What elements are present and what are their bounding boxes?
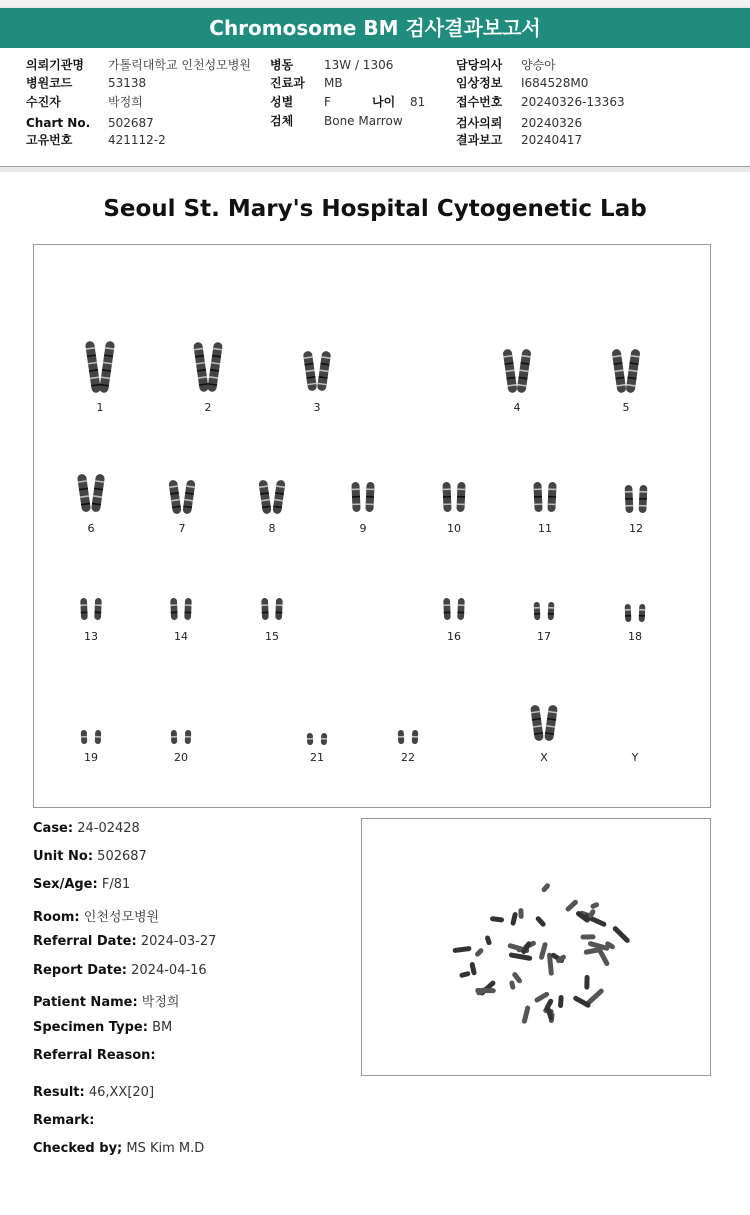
patient-info-panel <box>0 48 750 167</box>
report-field-label: Referral Reason: <box>33 1048 156 1063</box>
chromosome-7-homolog <box>168 480 181 515</box>
chromosome-14-homolog <box>170 598 178 620</box>
info-row-specimen <box>270 112 440 130</box>
chromosome-label: 10 <box>447 522 461 535</box>
lab-title: Seoul St. Mary's Hospital Cytogenetic Lab <box>103 196 647 222</box>
info-row-report-date <box>456 131 656 149</box>
chromosome-7-homolog <box>182 480 195 515</box>
info-row-sex-age <box>270 93 440 111</box>
chromosome-16-homolog <box>457 598 465 620</box>
chromosome-18-homolog <box>625 604 632 622</box>
chromosome-label: X <box>540 751 548 764</box>
info-label: 검체 <box>270 114 294 128</box>
chromosome-label: 11 <box>538 522 552 535</box>
info-value: Bone Marrow <box>324 114 403 128</box>
info-label: 성별 <box>270 95 294 109</box>
report-field-label: Patient Name: <box>33 995 138 1010</box>
chromosome-6-homolog <box>91 474 105 513</box>
info-label: 임상정보 <box>456 76 503 90</box>
info-label: 결과보고 <box>456 133 503 147</box>
info-value: 53138 <box>108 76 147 90</box>
info-label: 병동 <box>270 58 294 72</box>
chromosome-label: 8 <box>268 522 276 535</box>
chromosome-label: 13 <box>84 630 98 643</box>
info-value: 20240326-13363 <box>521 95 625 109</box>
report-field-label: Referral Date: <box>33 934 137 949</box>
info-value: F <box>324 95 331 109</box>
metaphase-chromosome <box>452 946 471 953</box>
info-row-institution <box>26 56 266 74</box>
chromosome-1-homolog <box>85 341 101 394</box>
info-label: 접수번호 <box>456 95 503 109</box>
report-field-label: Report Date: <box>33 963 128 978</box>
metaphase-chromosome <box>534 991 550 1004</box>
chromosome-2-homolog <box>207 342 223 393</box>
chromosome-11-homolog <box>533 482 542 512</box>
metaphase-chromosome <box>558 995 564 1008</box>
chromosome-9-homolog <box>351 482 360 512</box>
report-field <box>33 963 207 978</box>
result-line <box>33 1085 154 1100</box>
chromosome-9-homolog <box>365 482 374 512</box>
info-row-reception-no <box>456 93 656 111</box>
chromosome-21-homolog <box>321 733 327 745</box>
report-field-label: Room: <box>33 910 80 925</box>
remark-line <box>33 1113 94 1128</box>
karyogram-panel <box>33 244 711 808</box>
report-field <box>33 1020 172 1035</box>
chromosome-2-homolog <box>193 342 209 393</box>
info-label: 수진자 <box>26 95 61 109</box>
chromosome-12-homolog <box>625 485 634 513</box>
report-field-label: Sex/Age: <box>33 877 98 892</box>
chromosome-label: 21 <box>310 751 324 764</box>
chromosome-4-homolog <box>516 349 531 394</box>
checked-by-line <box>33 1141 204 1156</box>
chromosome-19-homolog <box>95 730 102 744</box>
report-field-label: Unit No: <box>33 849 94 864</box>
chromosome-label: 6 <box>87 522 95 535</box>
info-row-chart-no <box>26 114 266 132</box>
info-value: 20240326 <box>521 116 583 130</box>
report-field <box>33 906 159 925</box>
chromosome-8-homolog <box>272 480 285 515</box>
chromosome-label: 18 <box>628 630 642 643</box>
info-value: 502687 <box>108 116 154 130</box>
chromosome-1-homolog <box>99 341 115 394</box>
info-value: 양승아 <box>521 58 556 72</box>
chromosome-13-homolog <box>94 598 102 620</box>
chromosome-15-homolog <box>275 598 283 620</box>
report-field <box>33 1048 156 1063</box>
report-field-value: 박정희 <box>141 995 180 1010</box>
report-field <box>33 849 147 864</box>
top-strip <box>0 0 750 6</box>
chromosome-label: 14 <box>174 630 188 643</box>
metaphase-chromosome <box>590 901 600 909</box>
result-value: 46,XX[20] <box>88 1085 155 1100</box>
chromosome-10-homolog <box>456 482 465 512</box>
metaphase-panel <box>361 818 711 1076</box>
metaphase-chromosome <box>565 899 579 913</box>
info-value: 박정희 <box>108 95 143 109</box>
result-label: Result: <box>33 1085 85 1100</box>
chromosome-label: 22 <box>401 751 415 764</box>
chromosome-3-homolog <box>317 351 331 392</box>
report-field-label: Case: <box>33 821 74 836</box>
info-value: 13W / 1306 <box>324 58 394 72</box>
report-field-label: Specimen Type: <box>33 1020 148 1035</box>
chromosome-18-homolog <box>639 604 646 622</box>
chromosome-13-homolog <box>80 598 88 620</box>
info-label: 고유번호 <box>26 133 73 147</box>
metaphase-chromosome <box>510 912 518 927</box>
chromosome-5-homolog <box>611 349 626 394</box>
chromosome-label: 19 <box>84 751 98 764</box>
report-field <box>33 877 130 892</box>
report-field-value: 24-02428 <box>77 821 140 836</box>
chromosome-label: 2 <box>204 401 212 414</box>
report-field-value: 2024-03-27 <box>140 934 217 949</box>
report-title: Chromosome BM 검사결과보고서 <box>0 8 750 48</box>
chromosome-19-homolog <box>81 730 88 744</box>
chromosome-X-homolog <box>544 705 558 742</box>
chromosome-label: Y <box>631 751 639 764</box>
chromosome-label: 4 <box>513 401 521 414</box>
info-value: 421112-2 <box>108 133 166 147</box>
chromosome-3-homolog <box>303 351 317 392</box>
info-value: 20240417 <box>521 133 583 147</box>
info-label: 진료과 <box>270 76 305 90</box>
chromosome-label: 5 <box>622 401 630 414</box>
chromosome-5-homolog <box>625 349 640 394</box>
info-label: 담당의사 <box>456 58 503 72</box>
chromosome-X-homolog <box>530 705 544 742</box>
info-value: I684528M0 <box>521 76 589 90</box>
info-row-clinical-info <box>456 74 656 92</box>
chromosome-label: 20 <box>174 751 188 764</box>
metaphase-chromosome <box>541 882 551 893</box>
chromosome-8-homolog <box>258 480 271 515</box>
chromosome-6-homolog <box>77 474 91 513</box>
chromosome-22-homolog <box>398 730 405 744</box>
metaphase-chromosome <box>490 916 505 923</box>
chromosome-17-homolog <box>534 602 541 620</box>
info-value-age: 81 <box>410 95 426 109</box>
chromosome-10-homolog <box>442 482 451 512</box>
chromosome-label: 3 <box>313 401 321 414</box>
metaphase-chromosome <box>612 925 631 944</box>
metaphase-chromosome <box>459 971 471 979</box>
info-label: 의뢰기관명 <box>26 58 84 72</box>
chromosome-label: 9 <box>359 522 367 535</box>
chromosome-15-homolog <box>261 598 269 620</box>
chromosome-label: 16 <box>447 630 461 643</box>
chromosome-4-homolog <box>502 349 517 394</box>
chromosome-20-homolog <box>185 730 192 744</box>
chromosome-22-homolog <box>412 730 419 744</box>
metaphase-chromosome <box>521 1005 530 1024</box>
report-field <box>33 991 179 1010</box>
info-row-doctor <box>456 56 656 74</box>
report-field-value: BM <box>152 1020 173 1035</box>
chromosome-label: 7 <box>178 522 186 535</box>
info-value: 가톨릭대학교 인천성모병원 <box>108 58 251 72</box>
report-field <box>33 821 140 836</box>
metaphase-image <box>362 819 710 1075</box>
report-field-value: 2024-04-16 <box>131 963 207 978</box>
metaphase-chromosome <box>580 934 595 939</box>
chromosome-21-homolog <box>307 733 313 745</box>
metaphase-chromosome <box>535 915 547 928</box>
report-field-value: F/81 <box>101 877 131 892</box>
report-field-value: 502687 <box>97 849 147 864</box>
chromosome-17-homolog <box>548 602 555 620</box>
chromosome-20-homolog <box>171 730 178 744</box>
info-label-age: 나이 <box>372 95 396 109</box>
checked-by-value: MS Kim M.D <box>126 1141 205 1156</box>
metaphase-chromosome <box>484 935 492 946</box>
report-field <box>33 934 216 949</box>
metaphase-chromosome <box>538 942 548 961</box>
metaphase-chromosome <box>584 975 589 990</box>
info-label: 병원코드 <box>26 76 73 90</box>
remark-label: Remark: <box>33 1113 95 1128</box>
chromosome-label: 1 <box>96 401 104 414</box>
info-row-department <box>270 74 440 92</box>
chromosome-14-homolog <box>184 598 192 620</box>
report-field-value: 인천성모병원 <box>83 910 160 925</box>
metaphase-chromosome <box>474 947 484 958</box>
metaphase-chromosome <box>469 962 477 976</box>
karyogram-image <box>34 245 710 807</box>
chromosome-label: 15 <box>265 630 279 643</box>
chromosome-label: 12 <box>629 522 643 535</box>
info-label: 검사의뢰 <box>456 116 503 130</box>
chromosome-16-homolog <box>443 598 451 620</box>
info-row-hospital-code <box>26 74 266 92</box>
info-label: Chart No. <box>26 116 91 130</box>
checked-by-label: Checked by; <box>33 1141 123 1156</box>
info-row-unique-id <box>26 131 266 149</box>
info-value: MB <box>324 76 343 90</box>
metaphase-chromosome <box>518 908 523 919</box>
chromosome-label: 17 <box>537 630 551 643</box>
info-row-request-date <box>456 114 656 132</box>
metaphase-chromosome <box>508 952 532 961</box>
chromosome-12-homolog <box>639 485 648 513</box>
metaphase-chromosome <box>509 980 516 990</box>
info-row-ward <box>270 56 440 74</box>
info-row-patient <box>26 93 266 111</box>
chromosome-11-homolog <box>547 482 556 512</box>
